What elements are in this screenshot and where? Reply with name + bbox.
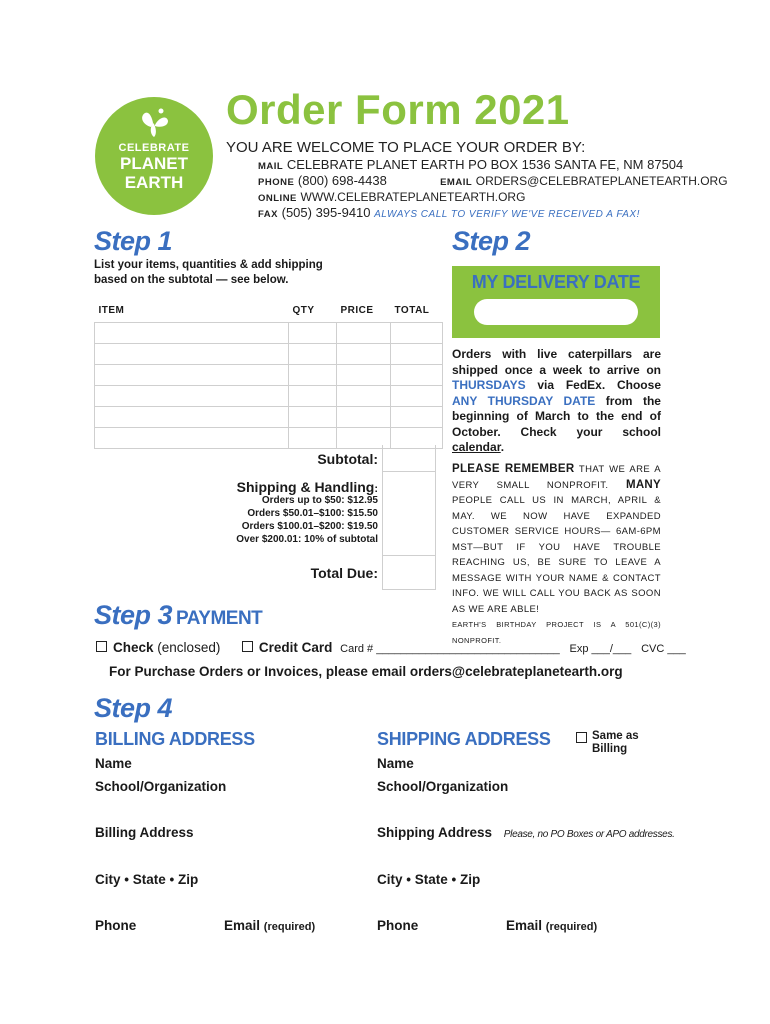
- logo-text-3: EARTH: [124, 173, 184, 192]
- note-thursdays: THURSDAYS: [452, 378, 526, 392]
- col-qty: QTY: [292, 304, 315, 316]
- billing-org-label[interactable]: School/Organization: [95, 779, 227, 794]
- shipping-address-label[interactable]: [377, 825, 675, 840]
- col-price: PRICE: [340, 304, 374, 316]
- shipping-label: Shipping & Handling: [236, 479, 375, 495]
- fax-line: [258, 205, 640, 220]
- rate-line: Over $200.01: 10% of subtotal: [236, 534, 378, 545]
- same-as-billing-label: Same as Billing: [592, 730, 639, 755]
- phone-label: PHONE: [258, 177, 295, 188]
- billing-city-label[interactable]: City • State • Zip: [95, 872, 199, 887]
- table-row[interactable]: [95, 407, 443, 428]
- remember-many: MANY: [625, 478, 661, 491]
- rate-line: Orders $50.01–$100: $15.50: [247, 508, 378, 519]
- items-header-row: [95, 298, 443, 323]
- credit-card-label: Credit Card: [258, 640, 333, 655]
- delivery-date-input[interactable]: [474, 299, 638, 325]
- col-item: ITEM: [98, 304, 125, 316]
- shipping-address-text: Shipping Address: [377, 825, 493, 840]
- step2-title: Step 2: [452, 226, 531, 256]
- note-end: .: [500, 440, 505, 454]
- step4-title: Step 4: [94, 693, 173, 723]
- note-text: Orders with live caterpillars are shipped once a week to arrive on: [452, 347, 661, 377]
- note-text: from the beginning of March to the end of October. Check your school: [452, 393, 661, 439]
- mail-line: [258, 157, 683, 172]
- phone-value: (800) 698-4438: [297, 173, 387, 188]
- shipping-phone-label[interactable]: Phone: [377, 918, 419, 933]
- table-row[interactable]: [95, 386, 443, 407]
- table-row[interactable]: [95, 344, 443, 365]
- subtotal-label: Subtotal:: [317, 451, 378, 467]
- email-value[interactable]: ORDERS@CELEBRATEPLANETEARTH.ORG: [475, 174, 728, 188]
- billing-name-label[interactable]: Name: [95, 756, 132, 771]
- items-table: [94, 298, 443, 449]
- butterfly-icon: [137, 107, 171, 139]
- remember-text: THAT WE ARE A VERY SMALL NONPROFIT.: [452, 464, 661, 491]
- table-row[interactable]: [95, 365, 443, 386]
- rate-line: Orders up to $50: $12.95: [261, 495, 378, 506]
- email-label: EMAIL: [440, 177, 473, 188]
- delivery-heading: MY DELIVERY DATE: [471, 272, 641, 292]
- billing-address-label[interactable]: Billing Address: [95, 825, 194, 840]
- delivery-note: [452, 347, 661, 456]
- card-number-field[interactable]: Card # ______________________________: [340, 643, 560, 655]
- note-calendar: calendar: [452, 440, 501, 454]
- shipping-colon: :: [374, 483, 378, 495]
- remember-lead: PLEASE REMEMBER: [452, 463, 575, 475]
- step3-title: Step 3: [94, 600, 173, 630]
- nonprofit-note: EARTH'S BIRTHDAY PROJECT IS A 501(C)(3) NONPROFIT.: [452, 620, 661, 645]
- note-any-thursday: ANY THURSDAY DATE: [452, 393, 596, 408]
- shipping-field[interactable]: [382, 471, 436, 556]
- mail-value: CELEBRATE PLANET EARTH PO BOX 1536 SANTA FE, NM 87504: [286, 157, 684, 172]
- online-label: ONLINE: [258, 193, 297, 204]
- step3-subtitle: PAYMENT: [176, 608, 263, 629]
- step3-heading: [94, 600, 262, 631]
- shipping-org-label[interactable]: School/Organization: [377, 779, 509, 794]
- mail-label: MAIL: [258, 161, 284, 172]
- billing-heading: BILLING ADDRESS: [95, 729, 255, 749]
- shipping-name-label[interactable]: Name: [377, 756, 414, 771]
- check-label: Check: [113, 640, 154, 655]
- billing-phone-label[interactable]: Phone: [95, 918, 137, 933]
- billing-email-label[interactable]: [224, 918, 315, 933]
- page-title: Order Form 2021: [226, 86, 570, 133]
- shipping-heading: SHIPPING ADDRESS: [377, 729, 551, 749]
- table-row[interactable]: [95, 323, 443, 344]
- no-po-box-note: Please, no PO Boxes or APO addresses.: [503, 829, 675, 840]
- shipping-rates: [196, 494, 378, 546]
- step1-title: Step 1: [94, 226, 173, 256]
- rate-line: Orders $100.01–$200: $19.50: [241, 521, 378, 532]
- cvc-field[interactable]: CVC ___: [641, 643, 686, 655]
- po-note: For Purchase Orders or Invoices, please email orders@celebrateplanetearth.org: [109, 664, 623, 679]
- remember-text: PEOPLE CALL US IN MARCH, APRIL & MAY. WE NOW HAVE EXPANDED CUSTOMER SERVICE HOURS— 6AM-6PM MST—BUT IF YOU HAVE TROUBLE REACHING US, BE SURE TO LEAVE A MESSAGE WITH YOUR NAME & CONTACT INFO. WE WILL CALL YOU BACK AS SOON AS WE ARE ABLE!: [452, 495, 661, 615]
- logo: [95, 97, 213, 215]
- shipping-heading: [190, 479, 378, 495]
- fax-label: FAX: [258, 209, 278, 220]
- same-as-billing-checkbox[interactable]: [576, 732, 587, 743]
- col-total: TOTAL: [394, 304, 430, 316]
- logo-text-1: CELEBRATE: [118, 142, 190, 154]
- credit-card-checkbox[interactable]: [242, 641, 253, 652]
- remember-note: [452, 462, 661, 648]
- total-field[interactable]: [382, 555, 436, 590]
- required-note: (required): [263, 921, 316, 933]
- expiry-field[interactable]: Exp ___/___: [569, 643, 632, 655]
- email-text: Email: [506, 918, 543, 933]
- shipping-city-label[interactable]: City • State • Zip: [377, 872, 481, 887]
- online-value[interactable]: WWW.CELEBRATEPLANETEARTH.ORG: [300, 190, 526, 204]
- email-text: Email: [224, 918, 261, 933]
- note-text: via FedEx. Choose: [525, 378, 661, 392]
- delivery-date-box: [452, 266, 660, 338]
- total-label: Total Due:: [310, 565, 378, 581]
- check-checkbox[interactable]: [96, 641, 107, 652]
- logo-text-2: PLANET: [120, 154, 188, 173]
- fax-value: (505) 395-9410: [281, 205, 371, 220]
- fax-note: ALWAYS CALL TO VERIFY WE'VE RECEIVED A FAX!: [374, 209, 640, 220]
- payment-row: [96, 640, 686, 655]
- online-line: [258, 189, 525, 204]
- subtotal-field[interactable]: [382, 445, 436, 472]
- welcome-text: YOU ARE WELCOME TO PLACE YOUR ORDER BY:: [226, 139, 586, 156]
- phone-email-line: [258, 173, 728, 188]
- required-note: (required): [545, 921, 598, 933]
- shipping-email-label[interactable]: [506, 918, 597, 933]
- check-note: (enclosed): [157, 640, 221, 655]
- step1-instruction: List your items, quantities & add shipping based on the subtotal — see below.: [94, 259, 323, 286]
